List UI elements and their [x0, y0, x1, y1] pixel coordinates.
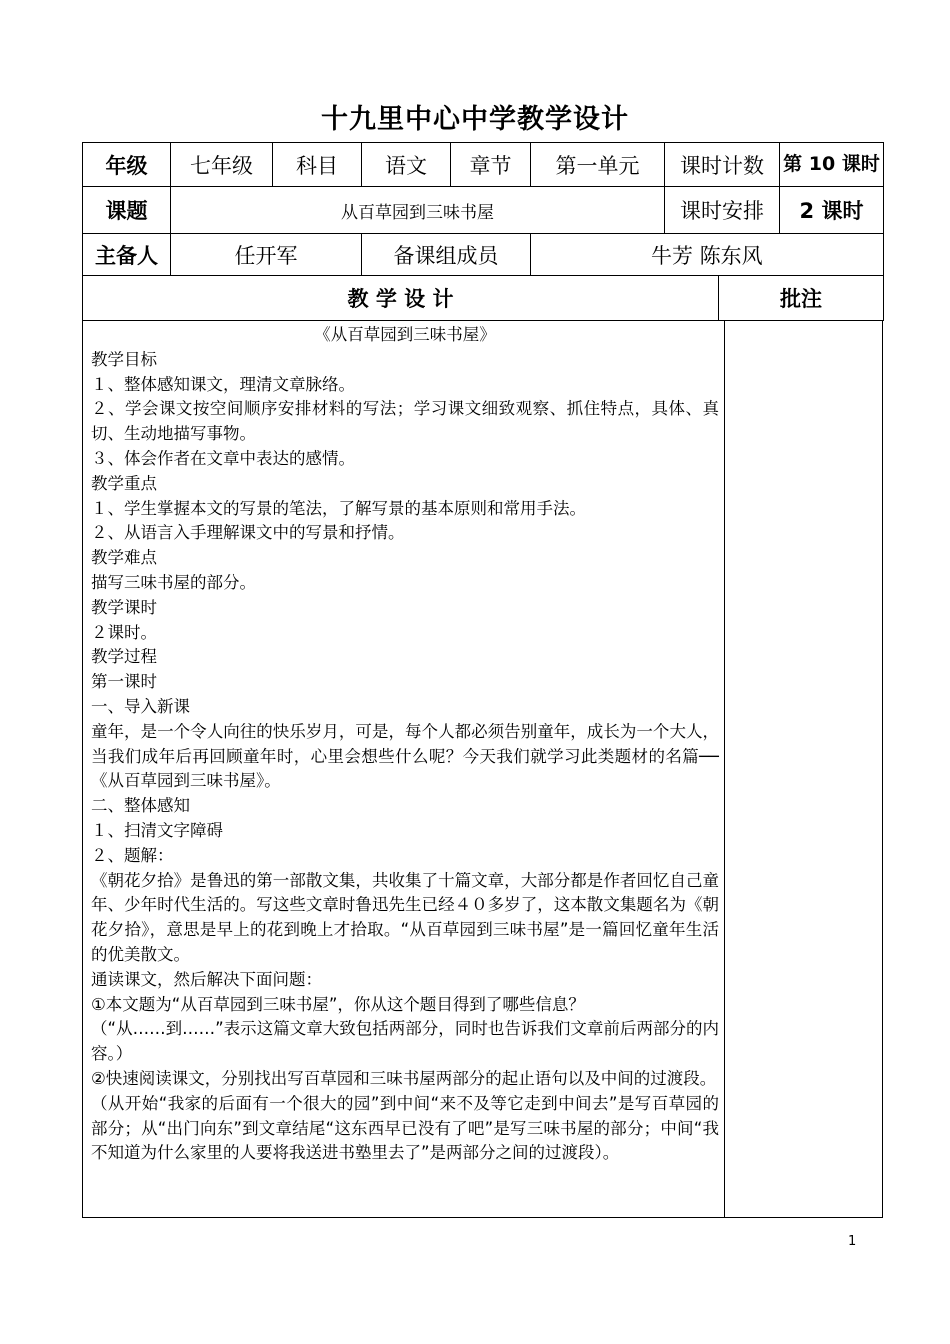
page-number: 1	[848, 1234, 857, 1249]
schedule-label: 课时安排	[665, 187, 780, 234]
lesson-count-value: 第 10 课时	[780, 143, 884, 187]
schedule-value: 2 课时	[780, 187, 884, 234]
content-line: ２、从语言入手理解课文中的写景和抒情。	[91, 523, 405, 543]
content-line: ２、题解：	[91, 845, 174, 865]
content-paragraph: 童年，是一个令人向往的快乐岁月，可是，每个人都必须告别童年，成长为一个大人，当我们成年后再回顾童年时，心里会想些什么呢？今天我们就学习此类题材的名篇──《从百草园到三味书屋》。	[91, 721, 719, 791]
content-heading-first-lesson: 第一课时	[91, 672, 157, 692]
topic-label: 课题	[83, 187, 171, 234]
content-line: ３、体会作者在文章中表达的感情。	[91, 448, 355, 468]
notes-heading: 批注	[719, 276, 884, 321]
content-line: ２课时。	[91, 622, 157, 642]
page-title: 十九里中心中学教学设计	[321, 104, 629, 135]
content-heading-process: 教学过程	[91, 647, 157, 667]
preparer-label: 主备人	[83, 234, 171, 276]
content-line: 通读课文，然后解决下面问题：	[91, 969, 322, 989]
content-line: 描写三味书屋的部分。	[91, 572, 256, 592]
grade-label: 年级	[83, 143, 171, 187]
chapter-value: 第一单元	[531, 143, 665, 187]
content-question: ②快速阅读课文，分别找出写百草园和三味书屋两部分的起止语句以及中间的过渡段。	[91, 1068, 717, 1088]
group-value: 牛芳 陈东风	[531, 234, 884, 276]
content-line: １、学生掌握本文的写景的笔法，了解写景的基本原则和常用手法。	[91, 498, 586, 518]
content-article-title: 《从百草园到三味书屋》	[314, 325, 496, 344]
content-section-overview: 二、整体感知	[91, 796, 190, 816]
subject-value: 语文	[362, 143, 451, 187]
design-heading: 教 学 设 计	[83, 276, 719, 321]
design-content	[91, 323, 719, 1166]
content-heading-difficulty: 教学难点	[91, 548, 157, 568]
group-label: 备课组成员	[362, 234, 531, 276]
grade-value: 七年级	[171, 143, 273, 187]
content-question: ①本文题为“从百草园到三味书屋”，你从这个题目得到了哪些信息？	[91, 994, 585, 1014]
content-answer: （“从……到……”表示这篇文章大致包括两部分，同时也告诉我们文章前后两部分的内容。）	[91, 1019, 719, 1064]
content-line: １、扫清文字障碍	[91, 820, 223, 840]
subject-label: 科目	[273, 143, 362, 187]
preparer-value: 任开军	[171, 234, 362, 276]
design-body	[82, 321, 883, 1218]
content-section-intro: 一、导入新课	[91, 696, 190, 716]
lesson-count-label: 课时计数	[665, 143, 780, 187]
content-paragraph: 《朝花夕拾》是鲁迅的第一部散文集，共收集了十篇文章，大部分都是作者回忆自己童年、少年时代生活的。写这些文章时鲁迅先生已经４０多岁了，这本散文集题名为《朝花夕拾》，意思是早上的花到晚上才拾取。“从百草园到三味书屋”是一篇回忆童年生活的优美散文。	[91, 870, 719, 964]
chapter-label: 章节	[451, 143, 531, 187]
header-table	[82, 142, 884, 321]
topic-value: 从百草园到三味书屋	[171, 187, 665, 234]
content-answer: （从开始“我家的后面有一个很大的园”到中间“来不及等它走到中间去”是写百草园的部分；从“出门向东”到文章结尾“这东西早已没有了吧”是写三味书屋的部分；中间“我不知道为什么家里的人要将我送进书塾里去了”是两部分之间的过渡段）。	[91, 1093, 719, 1163]
content-heading-keypoints: 教学重点	[91, 473, 157, 493]
content-heading-objectives: 教学目标	[91, 349, 157, 369]
content-heading-hours: 教学课时	[91, 597, 157, 617]
notes-column-divider	[724, 321, 725, 1217]
content-line: ２、学会课文按空间顺序安排材料的写法；学习课文细致观察、抓住特点，具体、真切、生动地描写事物。	[91, 399, 719, 444]
content-line: １、整体感知课文，理清文章脉络。	[91, 374, 355, 394]
